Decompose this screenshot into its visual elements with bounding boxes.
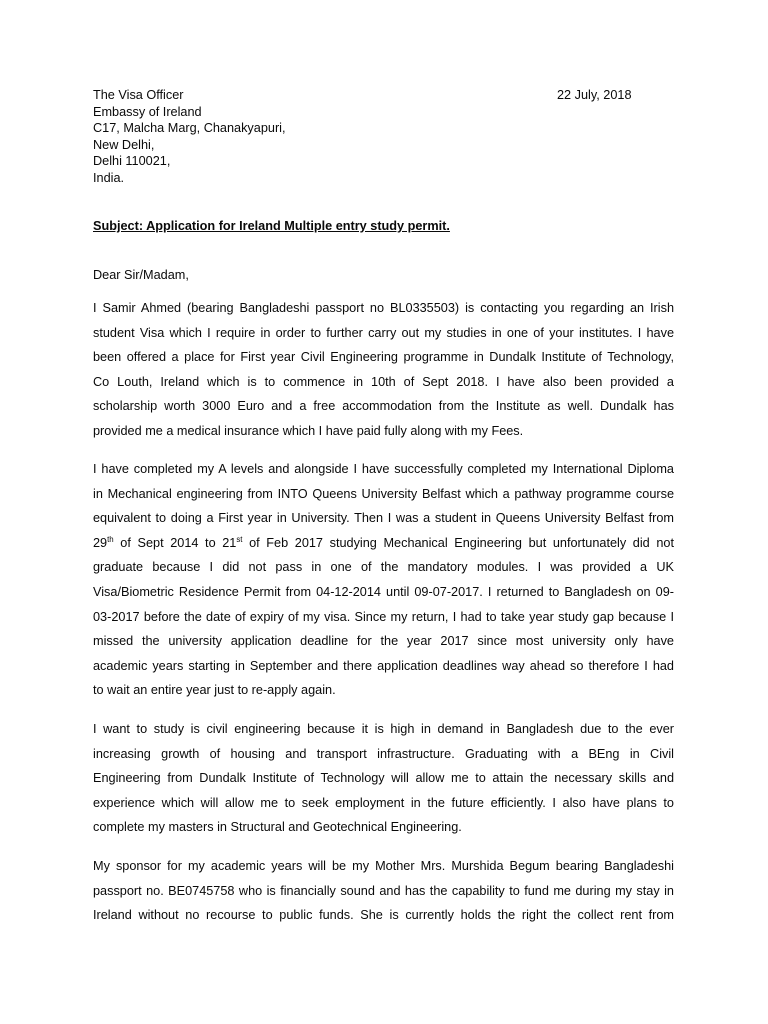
paragraph-line: provided me a medical insurance which I have paid fully along with my Fees. — [93, 423, 524, 438]
recipient-line: Embassy of Ireland — [93, 104, 202, 119]
recipient-line: Delhi 110021, — [93, 154, 171, 168]
paragraph-line: missed the university application deadline for the year 2017 since most university only have — [93, 634, 674, 649]
letter-date: 22 July, 2018 — [557, 88, 632, 102]
paragraph-line: I want to study is civil engineering because it is high in demand in Bangladesh due to the ever — [93, 722, 674, 736]
recipient-address — [93, 87, 286, 186]
paragraph-line: student Visa which I require in order to further carry out my studies in one of your institutes. I have — [93, 325, 674, 340]
recipient-line: New Delhi, — [93, 137, 155, 152]
body-paragraph — [93, 457, 674, 703]
paragraph-line: My sponsor for my academic years will be my Mother Mrs. Murshida Begum bearing Bangladeshi — [93, 859, 674, 873]
paragraph-line: Engineering from Dundalk Institute of Technology will allow me to attain the necessary skills and — [93, 771, 674, 786]
body-paragraph — [93, 296, 674, 444]
paragraph-line: Visa/Biometric Residence Permit from 04-12-2014 until 09-07-2017. I returned to Bangladesh on 09- — [93, 584, 674, 599]
paragraph-line: scholarship worth 3000 Euro and a free accommodation from the Institute as well. Dundalk has — [93, 399, 674, 414]
paragraph-line: I have completed my A levels and alongside I have successfully completed my International Diploma — [93, 462, 674, 476]
paragraph-line: complete my masters in Structural and Geotechnical Engineering. — [93, 820, 462, 835]
paragraph-line: I Samir Ahmed (bearing Bangladeshi passport no BL0335503) is contacting you regarding an Irish — [93, 301, 674, 315]
recipient-line: India. — [93, 170, 125, 185]
superscript-ordinal: st — [236, 534, 243, 544]
letter-subject: Subject: Application for Ireland Multiple entry study permit. — [93, 219, 450, 233]
recipient-line: The Visa Officer — [93, 88, 184, 102]
line-text: of Feb 2017 studying Mechanical Engineering but unfortunately did not — [242, 535, 674, 550]
paragraph-line: graduate because I did not pass in one of the mandatory modules. I was provided a UK — [93, 560, 674, 575]
date-day-text: 29 — [93, 535, 108, 550]
superscript-ordinal: th — [107, 534, 114, 544]
paragraph-line: equivalent to doing a First year in University. Then I was a student in Queens University Belfast from — [93, 511, 674, 526]
paragraph-line: increasing growth of housing and transport infrastructure. Graduating with a BEng in Civil — [93, 746, 674, 761]
paragraph-line: academic years starting in September and there application deadlines way ahead so therefore I had — [93, 658, 674, 673]
paragraph-line: Ireland without no recourse to public funds. She is currently holds the right the collect rent from — [93, 908, 674, 923]
line-text: of Sept 2014 to 21 — [113, 535, 237, 550]
paragraph-line: 03-2017 before the date of expiry of my visa. Since my return, I had to take year study gap because I — [93, 609, 674, 624]
salutation: Dear Sir/Madam, — [93, 268, 189, 282]
paragraph-line: been offered a place for First year Civil Engineering programme in Dundalk Institute of Technology, — [93, 350, 674, 365]
paragraph-line: experience which will allow me to seek employment in the future efficiently. I also have plans to — [93, 795, 674, 810]
paragraph-line: Co Louth, Ireland which is to commence in 10th of Sept 2018. I have also been provided a — [93, 374, 674, 389]
recipient-line: C17, Malcha Marg, Chanakyapuri, — [93, 121, 286, 135]
paragraph-line: to wait an entire year just to re-apply again. — [93, 683, 336, 698]
body-paragraph — [93, 717, 674, 840]
paragraph-line: passport no. BE0745758 who is financially sound and has the capability to fund me during my stay in — [93, 883, 674, 898]
paragraph-line: in Mechanical engineering from INTO Queens University Belfast which a pathway programme course — [93, 486, 674, 501]
paragraph-line — [93, 531, 674, 556]
body-paragraph — [93, 854, 674, 928]
